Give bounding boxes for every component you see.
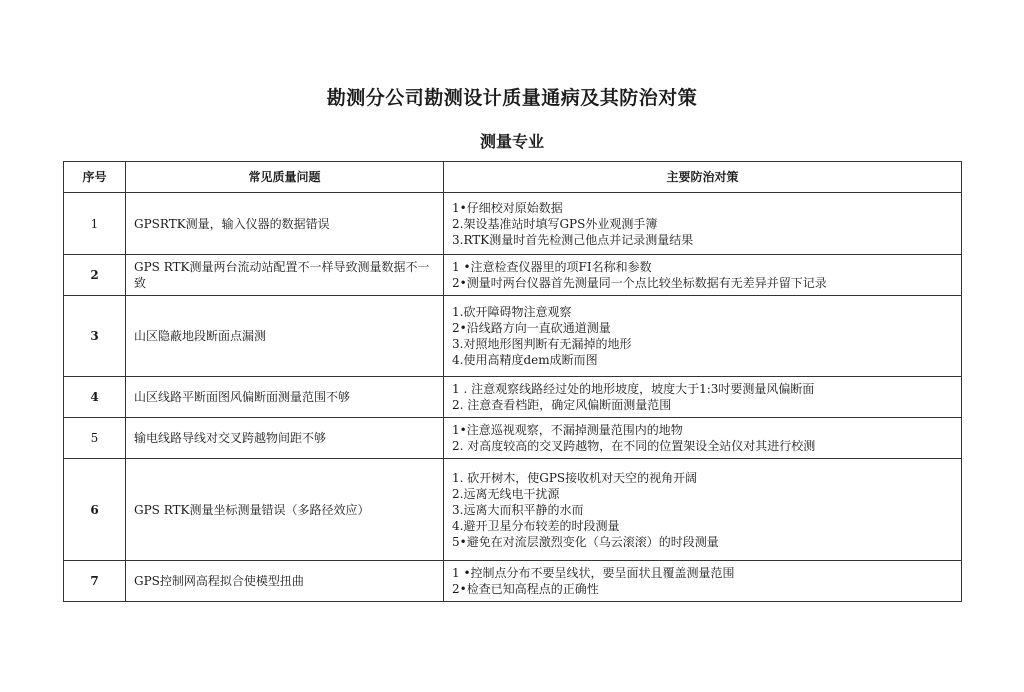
measure-item: 3.远离大而积平静的水而 <box>452 502 584 517</box>
measure-item: 1 •控制点分布不要呈线状，要呈面状且覆盖测量范围 <box>452 566 735 580</box>
row-measures <box>444 255 962 296</box>
table-row <box>64 377 962 418</box>
row-measures <box>444 296 962 377</box>
table-header-row <box>64 162 962 193</box>
quality-issues-table <box>63 161 962 602</box>
table-row <box>64 418 962 459</box>
measure-item: 1 •注意检查仪器里的项FI名称和参数 <box>452 260 652 274</box>
measure-item: 2.远离无线电干扰源 <box>452 486 560 501</box>
header-number: 序号 <box>64 162 126 193</box>
header-issue: 常见质量问题 <box>126 162 444 193</box>
measure-item: 2.架设基准站时填写GPS外业观测手簿 <box>452 216 658 231</box>
document-title: 勘测分公司勘测设计质量通病及其防治对策 <box>326 87 698 109</box>
row-number: 4 <box>64 377 126 418</box>
row-number: 3 <box>64 296 126 377</box>
table-row <box>64 561 962 602</box>
row-issue: GPSRTK测量，输入仪器的数据错误 <box>126 193 444 255</box>
measure-item: 2•测量吋两台仪器首先测量同一个点比较坐标数据有无差异并留下记录 <box>452 276 827 290</box>
row-number: 1 <box>64 193 126 255</box>
row-measures <box>444 377 962 418</box>
row-issue: GPS控制网高程拟合使模型扭曲 <box>126 561 444 602</box>
row-issue: 输电线路导线对交叉跨越物间距不够 <box>126 418 444 459</box>
measure-item: 1 . 注意观察线路经过处的地形坡度，坡度大于1:3吋要测量风偏断面 <box>452 382 815 396</box>
table-row <box>64 193 962 255</box>
measure-item: 3.RTK测量时首先检测己他点并记录测量结果 <box>452 232 694 247</box>
row-issue: GPS RTK测量坐标测量错误（多路径效应） <box>126 459 444 561</box>
measure-item: 1. 砍开树木，使GPS接收机对天空的视角开阔 <box>452 470 698 485</box>
row-number: 7 <box>64 561 126 602</box>
measure-item: 5•避免在对流层激烈变化（乌云滚滚）的时段测量 <box>452 534 719 549</box>
measure-item: 2•检查已知高程点的正确性 <box>452 582 599 596</box>
measure-item: 2. 注意查看档距，确定风偏断面测量范围 <box>452 398 672 412</box>
row-measures <box>444 561 962 602</box>
row-number: 2 <box>64 255 126 296</box>
measure-item: 4.使用高精度dem成断而图 <box>452 353 598 367</box>
row-issue: 山区隐蔽地段断面点漏测 <box>126 296 444 377</box>
row-issue: 山区线路平断面图风偏断面测量范围不够 <box>126 377 444 418</box>
row-measures <box>444 193 962 255</box>
row-number: 5 <box>64 418 126 459</box>
row-issue: GPS RTK测量两台流动站配置不一样导致测量数据不一致 <box>126 255 444 296</box>
row-measures <box>444 459 962 561</box>
measure-item: 1.砍开障碍物注意观察 <box>452 305 572 319</box>
row-measures <box>444 418 962 459</box>
measure-item: 2. 对高度较高的交叉跨越物，在不同的位置架设全站仪对其进行校测 <box>452 439 816 453</box>
document-subtitle: 测量专业 <box>479 132 544 151</box>
table-row <box>64 255 962 296</box>
table-row <box>64 296 962 377</box>
row-number: 6 <box>64 459 126 561</box>
measure-item: 2•沿线路方向一直砍通道测量 <box>452 321 611 335</box>
measure-item: 4.避开卫星分布较差的时段测量 <box>452 518 620 533</box>
measure-item: 1•注意巡视观察，不漏掉测量范围内的地物 <box>452 423 683 437</box>
table-row <box>64 459 962 561</box>
measure-item: 1•仔细校对原始数据 <box>452 200 563 215</box>
header-measures: 主要防治对策 <box>444 162 962 193</box>
measure-item: 3.对照地形图判断有无漏掉的地形 <box>452 337 632 351</box>
